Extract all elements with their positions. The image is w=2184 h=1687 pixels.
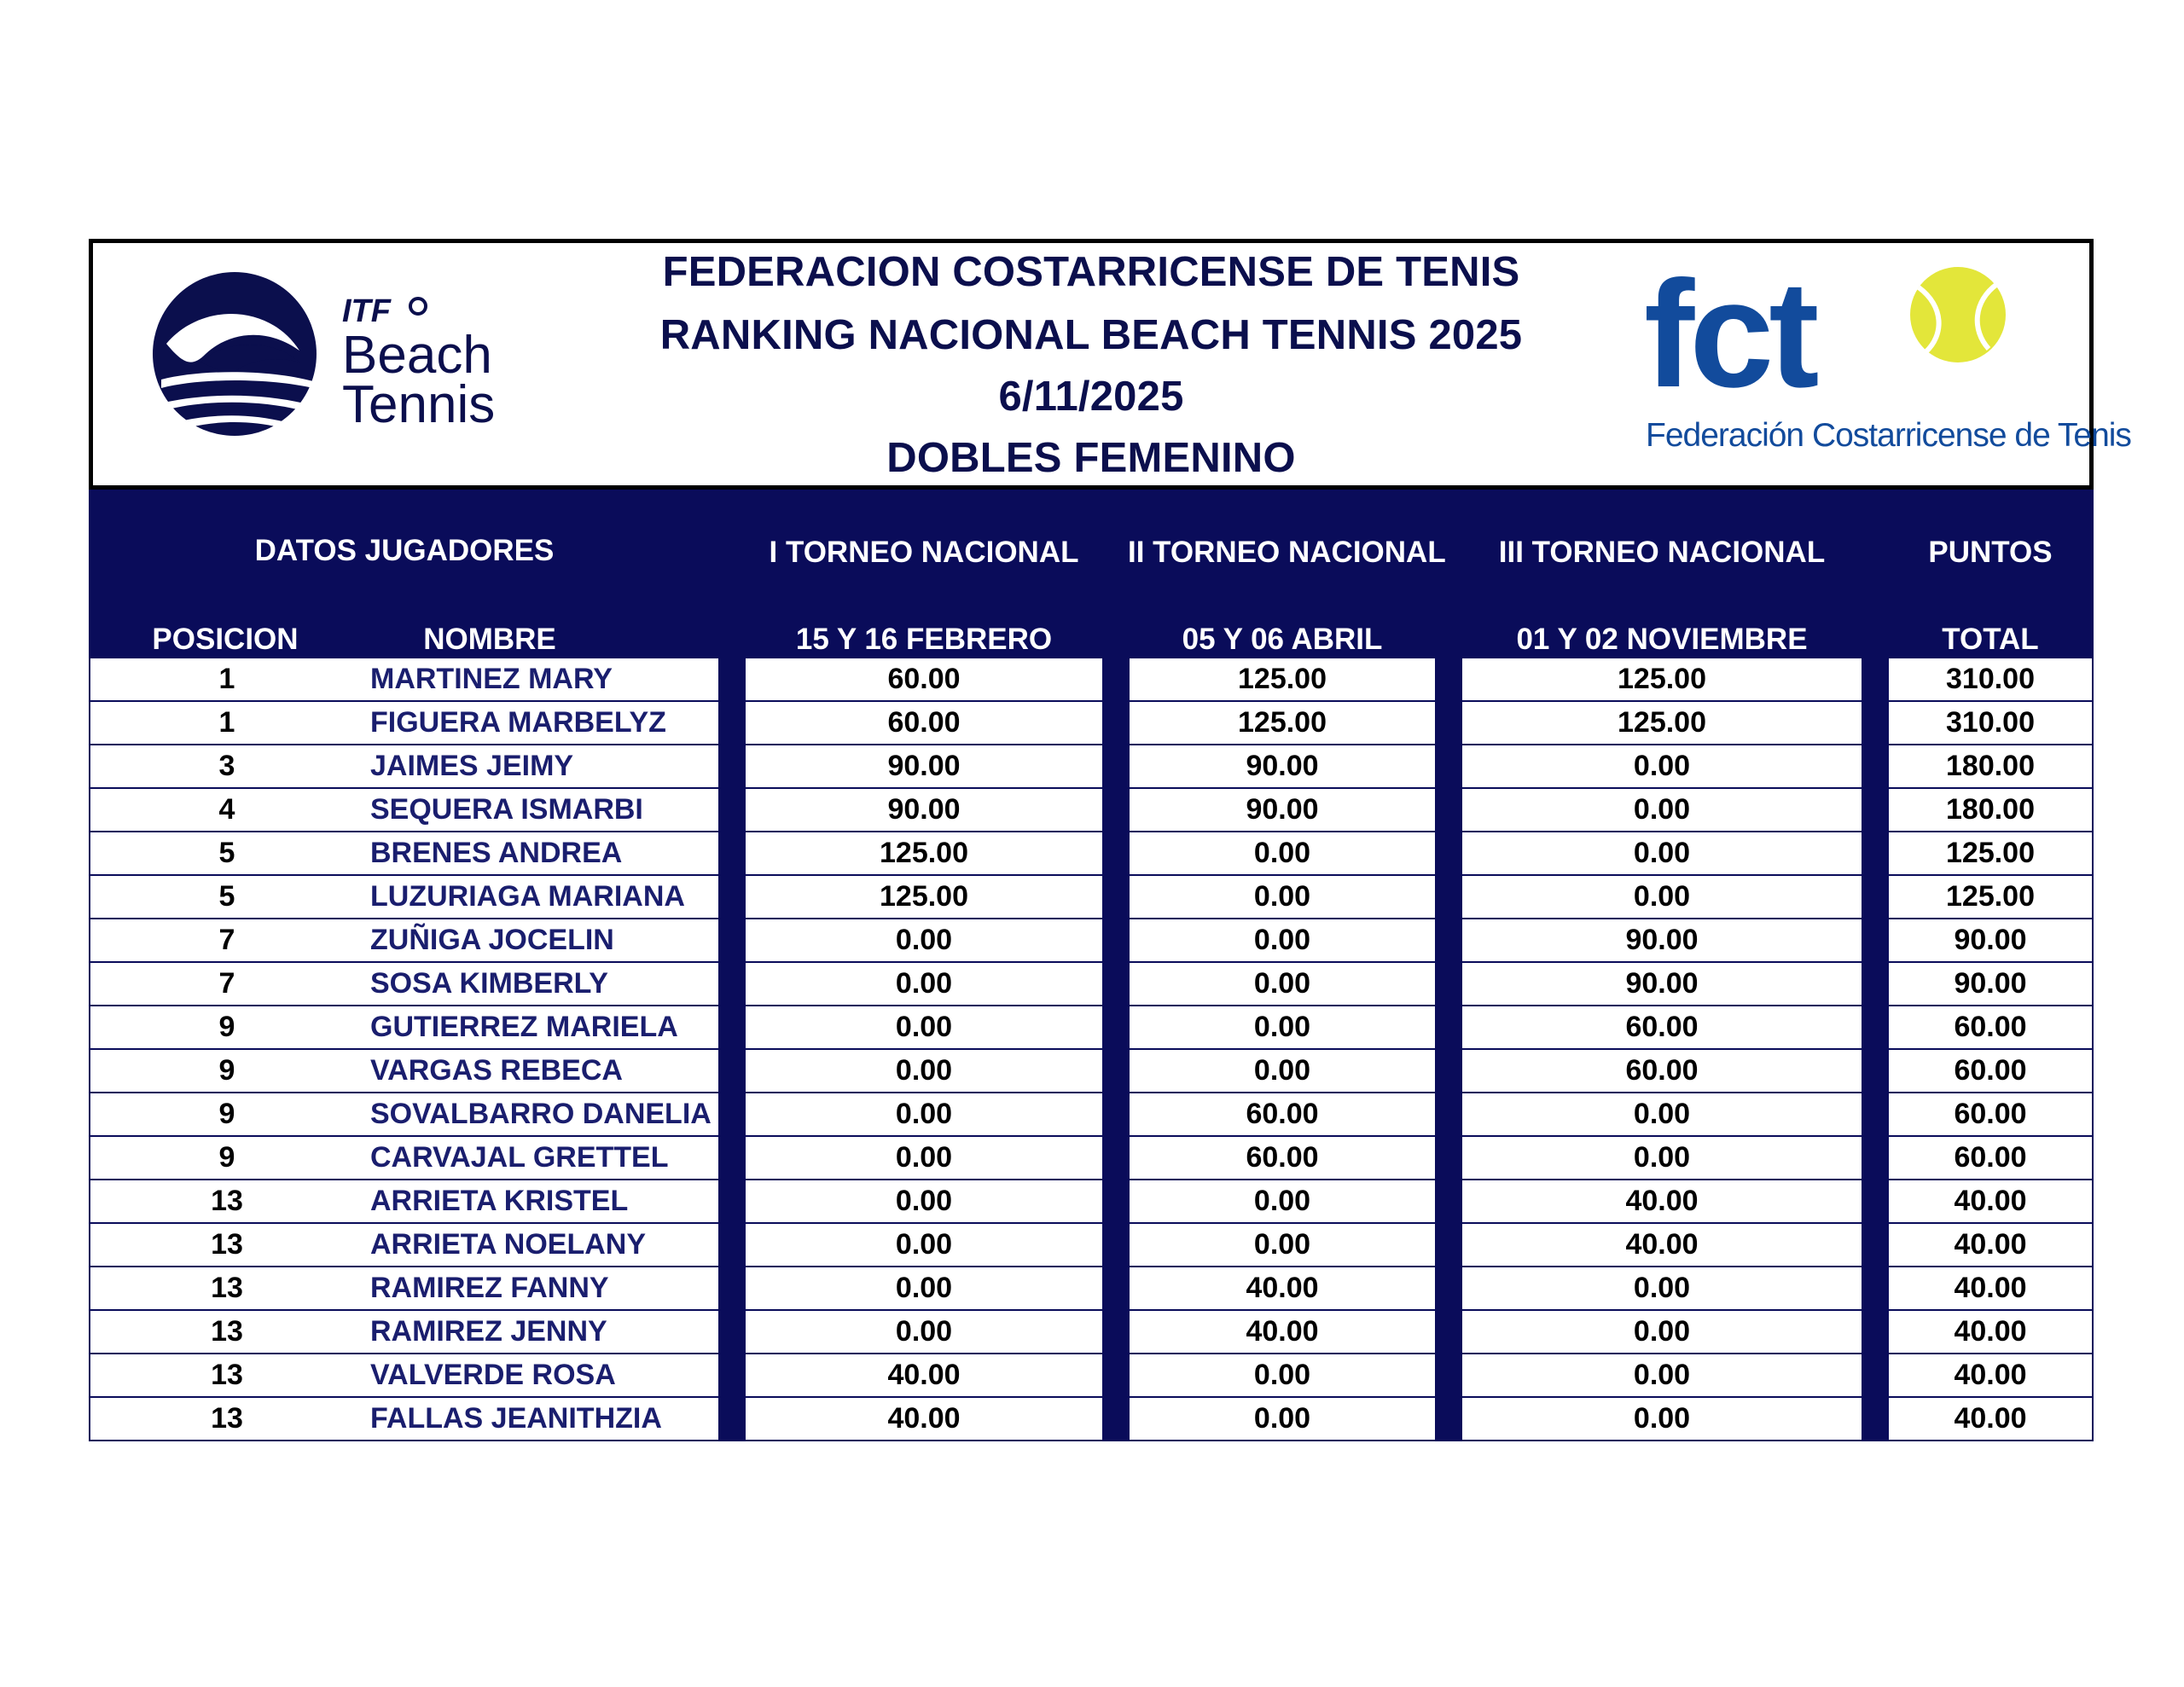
t2-points: 0.00: [1128, 832, 1437, 876]
total-points: 40.00: [1887, 1267, 2094, 1311]
player-cell: [89, 1311, 720, 1354]
t2-points: 0.00: [1128, 1050, 1437, 1093]
table-row: [89, 1180, 2094, 1224]
position-value: 9: [218, 1098, 235, 1130]
total-points: 60.00: [1887, 1050, 2094, 1093]
total-points: 90.00: [1887, 919, 2094, 963]
t3-points: 40.00: [1461, 1224, 1863, 1267]
t2-points: 125.00: [1128, 702, 1437, 745]
total-points: 60.00: [1887, 1093, 2094, 1137]
t3-points: 0.00: [1461, 1354, 1863, 1398]
category-title: DOBLES FEMENINO: [886, 435, 1296, 481]
position-value: 13: [211, 1272, 243, 1304]
player-cell: [89, 1137, 720, 1180]
t1-points: 60.00: [744, 658, 1104, 702]
position-value: 13: [211, 1315, 243, 1348]
t1-points: 40.00: [744, 1354, 1104, 1398]
position-value: 5: [218, 837, 235, 869]
total-points: 60.00: [1887, 1137, 2094, 1180]
group-header-players: DATOS JUGADORES: [254, 534, 555, 567]
player-name: ARRIETA KRISTEL: [370, 1185, 629, 1217]
column-header-t2-date: 05 Y 06 ABRIL: [1182, 623, 1383, 656]
player-cell: [89, 1050, 720, 1093]
t2-points: 0.00: [1128, 1224, 1437, 1267]
player-name: SEQUERA ISMARBI: [370, 793, 643, 826]
total-points: 90.00: [1887, 963, 2094, 1006]
t1-points: 0.00: [744, 1180, 1104, 1224]
total-points: 40.00: [1887, 1398, 2094, 1441]
total-points: 125.00: [1887, 832, 2094, 876]
total-points: 180.00: [1887, 789, 2094, 832]
t3-points: 0.00: [1461, 1311, 1863, 1354]
table-row: [89, 702, 2094, 745]
total-points: 180.00: [1887, 745, 2094, 789]
player-name: GUTIERREZ MARIELA: [370, 1011, 678, 1043]
ranking-title: RANKING NACIONAL BEACH TENNIS 2025: [659, 312, 1523, 358]
position-value: 9: [218, 1011, 235, 1043]
column-header-t1-date: 15 Y 16 FEBRERO: [795, 623, 1053, 656]
column-header-name: NOMBRE: [423, 623, 556, 656]
table-row: [89, 1311, 2094, 1354]
t3-points: 0.00: [1461, 1137, 1863, 1180]
player-name: FIGUERA MARBELYZ: [370, 706, 666, 739]
t3-points: 90.00: [1461, 919, 1863, 963]
t2-points: 40.00: [1128, 1311, 1437, 1354]
position-value: 13: [211, 1185, 243, 1217]
t1-points: 125.00: [744, 832, 1104, 876]
position-value: 1: [218, 663, 235, 695]
t1-points: 0.00: [744, 1311, 1104, 1354]
t1-points: 90.00: [744, 745, 1104, 789]
fct-logo-mark: fct: [1644, 249, 1815, 419]
player-cell: [89, 832, 720, 876]
position-value: 9: [218, 1141, 235, 1174]
position-value: 5: [218, 880, 235, 913]
table-row: [89, 658, 2094, 702]
player-name: RAMIREZ JENNY: [370, 1315, 607, 1348]
ranking-date: 6/11/2025: [998, 374, 1184, 420]
player-name: CARVAJAL GRETTEL: [370, 1141, 669, 1174]
t1-points: 0.00: [744, 1267, 1104, 1311]
federation-title: FEDERACION COSTARRICENSE DE TENIS: [662, 249, 1520, 295]
t3-points: 60.00: [1461, 1006, 1863, 1050]
table-row: [89, 876, 2094, 919]
tennis-ball-icon: [1910, 267, 2006, 362]
position-value: 1: [218, 706, 235, 739]
table-row: [89, 789, 2094, 832]
table-row: [89, 832, 2094, 876]
table-row: [89, 1267, 2094, 1311]
t3-points: 0.00: [1461, 1267, 1863, 1311]
t3-points: 0.00: [1461, 1093, 1863, 1137]
total-points: 40.00: [1887, 1354, 2094, 1398]
player-cell: [89, 1180, 720, 1224]
t1-points: 60.00: [744, 702, 1104, 745]
t1-points: 40.00: [744, 1398, 1104, 1441]
position-value: 13: [211, 1359, 243, 1391]
t1-points: 125.00: [744, 876, 1104, 919]
table-row: [89, 1093, 2094, 1137]
itf-logo-word-tennis: Tennis: [342, 375, 496, 434]
player-cell: [89, 789, 720, 832]
position-value: 3: [218, 750, 235, 782]
table-row: [89, 745, 2094, 789]
position-value: 7: [218, 924, 235, 956]
player-cell: [89, 876, 720, 919]
itf-logo-abbrev: ITF: [342, 293, 391, 329]
table-row: [89, 1398, 2094, 1441]
player-name: SOVALBARRO DANELIA: [370, 1098, 712, 1130]
t1-points: 0.00: [744, 1093, 1104, 1137]
column-header-t2-title: II TORNEO NACIONAL: [1128, 536, 1446, 569]
t2-points: 0.00: [1128, 876, 1437, 919]
column-header-t1-title: I TORNEO NACIONAL: [769, 536, 1079, 569]
total-points: 310.00: [1887, 658, 2094, 702]
t1-points: 0.00: [744, 1137, 1104, 1180]
player-cell: [89, 919, 720, 963]
t2-points: 60.00: [1128, 1137, 1437, 1180]
t3-points: 40.00: [1461, 1180, 1863, 1224]
t1-points: 0.00: [744, 919, 1104, 963]
itf-logo-word-beach: Beach: [342, 326, 492, 385]
position-value: 7: [218, 967, 235, 1000]
t2-points: 90.00: [1128, 745, 1437, 789]
player-name: MARTINEZ MARY: [370, 663, 613, 695]
table-row: [89, 919, 2094, 963]
t3-points: 0.00: [1461, 789, 1863, 832]
fct-logo-caption: Federación Costarricense de Tenis: [1646, 417, 2131, 454]
t3-points: 0.00: [1461, 876, 1863, 919]
t2-points: 90.00: [1128, 789, 1437, 832]
column-header-points: PUNTOS: [1928, 536, 2053, 569]
player-name: RAMIREZ FANNY: [370, 1272, 609, 1304]
t2-points: 0.00: [1128, 963, 1437, 1006]
position-value: 9: [218, 1054, 235, 1087]
position-value: 13: [211, 1402, 243, 1435]
t1-points: 0.00: [744, 963, 1104, 1006]
player-name: JAIMES JEIMY: [370, 750, 574, 782]
t2-points: 0.00: [1128, 1354, 1437, 1398]
table-row: [89, 1224, 2094, 1267]
player-cell: [89, 1354, 720, 1398]
total-points: 40.00: [1887, 1311, 2094, 1354]
header-box: [89, 239, 2131, 490]
table-row: [89, 963, 2094, 1006]
t1-points: 0.00: [744, 1006, 1104, 1050]
player-cell: [89, 963, 720, 1006]
position-value: 13: [211, 1228, 243, 1261]
fct-federation-logo: [1644, 249, 2131, 463]
t3-points: 125.00: [1461, 702, 1863, 745]
player-name: ZUÑIGA JOCELIN: [370, 924, 614, 956]
player-cell: [89, 745, 720, 789]
position-value: 4: [218, 793, 235, 826]
player-name: ARRIETA NOELANY: [370, 1228, 646, 1261]
t2-points: 40.00: [1128, 1267, 1437, 1311]
table-row: [89, 1137, 2094, 1180]
t1-points: 0.00: [744, 1224, 1104, 1267]
total-points: 40.00: [1887, 1224, 2094, 1267]
table-row: [89, 1354, 2094, 1398]
player-cell: [89, 1093, 720, 1137]
t1-points: 90.00: [744, 789, 1104, 832]
t3-points: 0.00: [1461, 745, 1863, 789]
total-points: 310.00: [1887, 702, 2094, 745]
t2-points: 60.00: [1128, 1093, 1437, 1137]
player-cell: [89, 658, 720, 702]
column-header-t3-date: 01 Y 02 NOVIEMBRE: [1516, 623, 1808, 656]
player-cell: [89, 1398, 720, 1441]
column-header-t3-title: III TORNEO NACIONAL: [1498, 536, 1826, 569]
t3-points: 0.00: [1461, 832, 1863, 876]
t3-points: 0.00: [1461, 1398, 1863, 1441]
t2-points: 0.00: [1128, 1006, 1437, 1050]
player-name: VARGAS REBECA: [370, 1054, 623, 1087]
t2-points: 125.00: [1128, 658, 1437, 702]
total-points: 125.00: [1887, 876, 2094, 919]
player-name: LUZURIAGA MARIANA: [370, 880, 685, 913]
player-name: BRENES ANDREA: [370, 837, 623, 869]
total-points: 40.00: [1887, 1180, 2094, 1224]
t2-points: 0.00: [1128, 1398, 1437, 1441]
t3-points: 125.00: [1461, 658, 1863, 702]
player-name: FALLAS JEANITHZIA: [370, 1402, 662, 1435]
total-points: 60.00: [1887, 1006, 2094, 1050]
t2-points: 0.00: [1128, 919, 1437, 963]
t2-points: 0.00: [1128, 1180, 1437, 1224]
table-header-band: [89, 490, 2094, 658]
player-cell: [89, 1224, 720, 1267]
column-header-total: TOTAL: [1942, 623, 2039, 656]
t3-points: 60.00: [1461, 1050, 1863, 1093]
player-name: VALVERDE ROSA: [370, 1359, 616, 1391]
table-row: [89, 1006, 2094, 1050]
t1-points: 0.00: [744, 1050, 1104, 1093]
column-header-position: POSICION: [152, 623, 299, 656]
player-cell: [89, 1267, 720, 1311]
player-name: SOSA KIMBERLY: [370, 967, 608, 1000]
player-cell: [89, 702, 720, 745]
table-row: [89, 1050, 2094, 1093]
ranking-sheet: [89, 239, 2131, 1441]
ranking-table-body: [89, 658, 2094, 1441]
t3-points: 90.00: [1461, 963, 1863, 1006]
player-cell: [89, 1006, 720, 1050]
